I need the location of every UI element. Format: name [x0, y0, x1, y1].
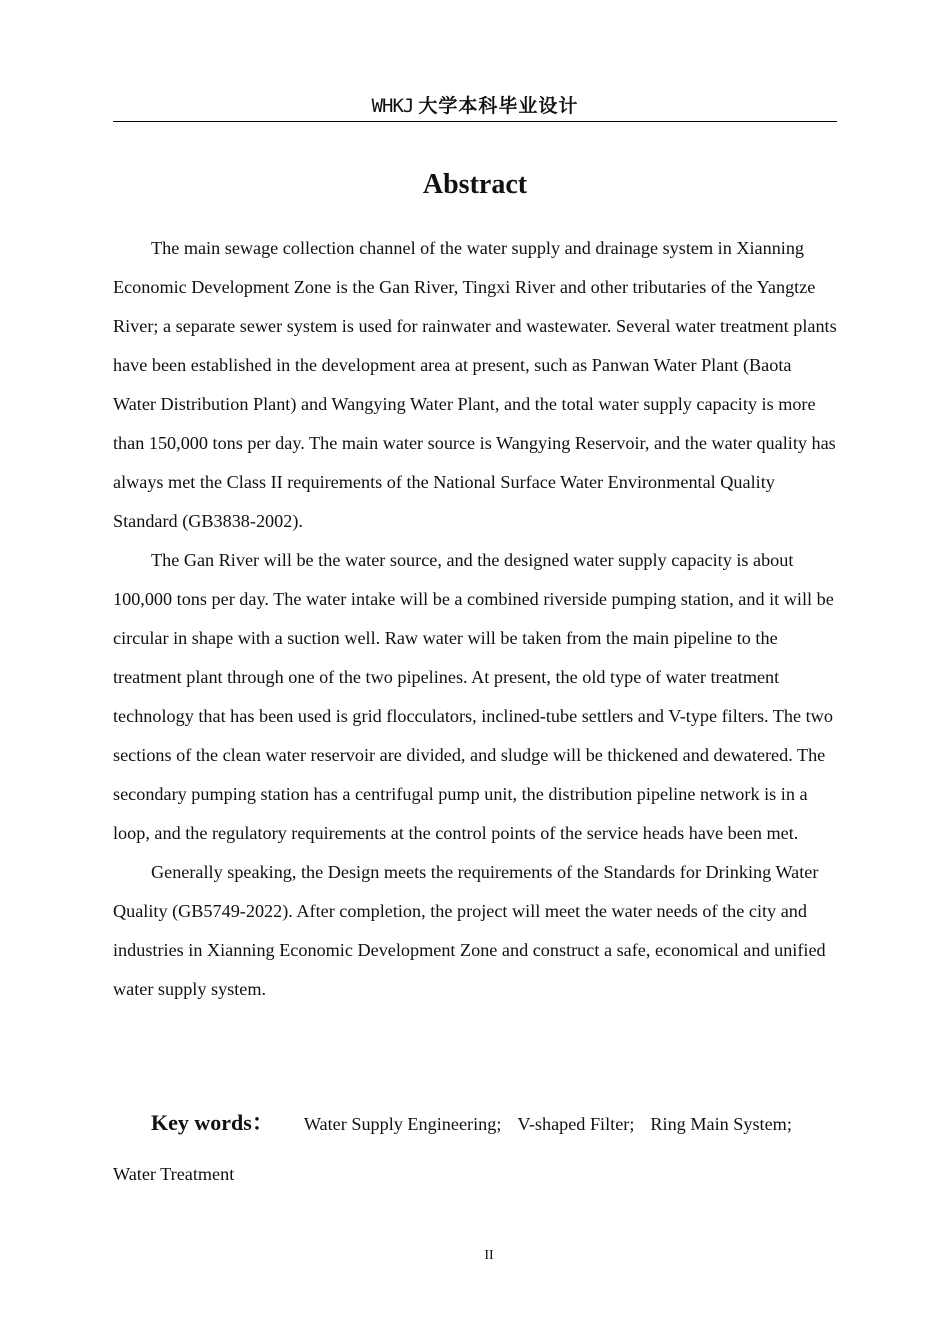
keyword-item: Water Treatment: [113, 1164, 235, 1184]
keyword-item: V-shaped Filter;: [517, 1114, 635, 1134]
keyword-item: Ring Main System;: [650, 1114, 792, 1134]
page-header: [113, 92, 837, 122]
abstract-paragraph-1: The main sewage collection channel of the water supply and drainage system in Xianning Economic Development Zone is the Gan River, Tingxi River and other tributaries of the Yangtze River; a separate sewer system is used for rainwater and wastewater. Several water treatment plants have been established in the development area at present, such as Panwan Water Plant (Baota Water Distribution Plant) and Wangying Water Plant, and the total water supply capacity is more than 150,000 tons per day. The main water source is Wangying Reservoir, and the water quality has always met the Class II requirements of the National Surface Water Environmental Quality Standard (GB3838-2002).: [113, 238, 837, 531]
header-latin-text: WHKJ: [371, 95, 414, 117]
keywords-label: Key words：: [151, 1110, 274, 1135]
abstract-paragraph-2: The Gan River will be the water source, and the designed water supply capacity is about 100,000 tons per day. The water intake will be a combined riverside pumping station, and it will be circular in shape with a suction well. Raw water will be taken from the main pipeline to the treatment plant through one of the two pipelines. At present, the old type of water treatment technology that has been used is grid flocculators, inclined-tube settlers and V-type filters. The two sections of the clean water reservoir are divided, and sludge will be thickened and dewatered. The secondary pumping station has a centrifugal pump unit, the distribution pipeline network is in a loop, and the regulatory requirements at the control points of the service heads have been met.: [113, 550, 834, 843]
header-cjk-text: 大学本科毕业设计: [418, 95, 579, 117]
page-number: II: [484, 1248, 494, 1263]
keyword-item: Water Supply Engineering;: [303, 1114, 502, 1134]
abstract-paragraph-3: Generally speaking, the Design meets the requirements of the Standards for Drinking Water Quality (GB5749-2022). After completion, the project will meet the water needs of the city and industries in Xianning Economic Development Zone and construct a safe, economical and unified water supply system.: [113, 862, 826, 999]
keywords-section: [113, 1098, 837, 1199]
abstract-body: [113, 229, 837, 1009]
abstract-title: Abstract: [422, 169, 528, 200]
